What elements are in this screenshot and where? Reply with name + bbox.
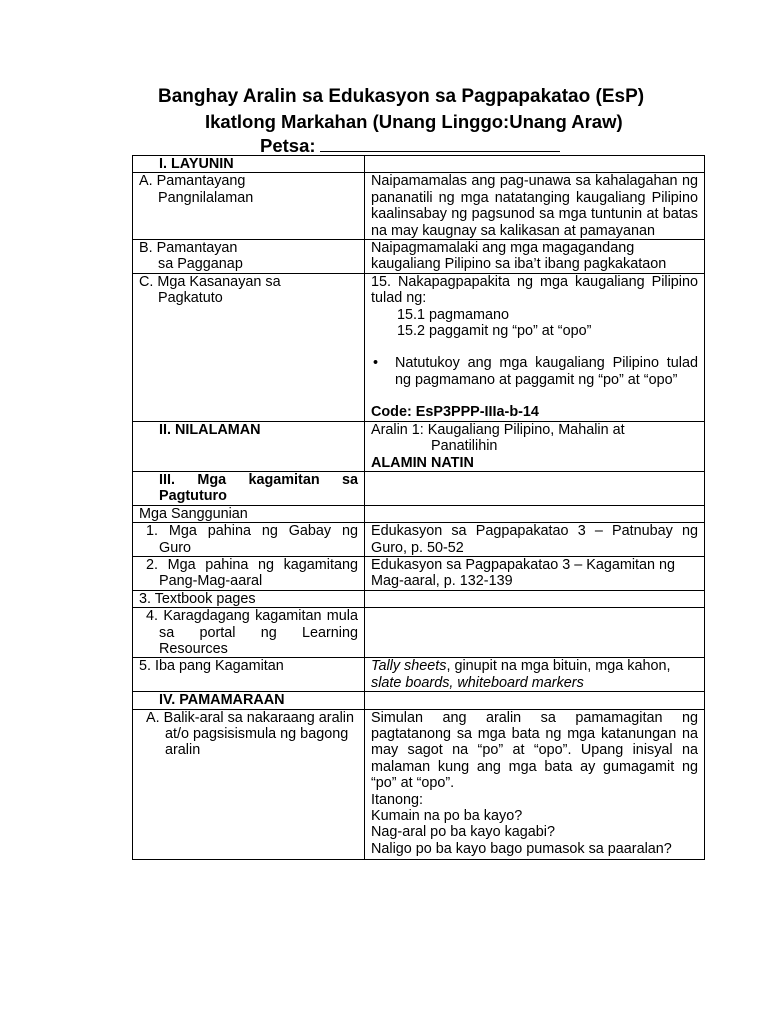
- table-row: [133, 590, 705, 607]
- row-label: A. Balik-aral sa nakaraang aralin at/o pagsisismula ng bagong aralin: [133, 709, 365, 860]
- row-content: Naipagmamalaki ang mga magagandang kaugaliang Pilipino sa iba’t ibang pagkakataon: [365, 240, 705, 274]
- table-row: [133, 173, 705, 240]
- row-label: 5. Iba pang Kagamitan: [133, 658, 365, 692]
- section-heading-kagamitan: III. Mga kagamitan sa Pagtuturo: [133, 471, 365, 505]
- date-blank: [320, 136, 560, 152]
- document-title: Banghay Aralin sa Edukasyon sa Pagpapakatao (EsP): [158, 86, 645, 107]
- row-content: Aralin 1: Kaugaliang Pilipino, Mahalin at Panatilihin ALAMIN NATIN: [365, 421, 705, 471]
- table-row: [133, 608, 705, 658]
- table-row: [133, 421, 705, 471]
- competency-item: 15.1 pagmamano: [397, 306, 510, 323]
- bullet-icon: •: [373, 355, 379, 372]
- row-content: Tally sheets, ginupit na mga bituin, mga kahon, slate boards, whiteboard markers: [365, 658, 705, 692]
- table-row: [133, 505, 705, 522]
- row-label: 2. Mga pahina ng kagamitang Pang-Mag-aaral: [133, 556, 365, 590]
- row-label: Mga Sanggunian: [133, 505, 365, 522]
- competency-code: Code: EsP3PPP-IIIa-b-14: [371, 404, 539, 421]
- row-content: Edukasyon sa Pagpapakatao 3 – Kagamitan ng Mag-aaral, p. 132-139: [365, 556, 705, 590]
- table-row: [133, 523, 705, 557]
- table-row: [133, 156, 705, 173]
- row-label: A. Pamantayang Pangnilalaman: [133, 173, 365, 240]
- competency-item: 15.2 paggamit ng “po” at “opo”: [397, 323, 592, 340]
- table-row: [133, 709, 705, 860]
- row-label: 4. Karagdagang kagamitan mula sa portal ng Learning Resources: [133, 608, 365, 658]
- row-label: 3. Textbook pages: [133, 590, 365, 607]
- table-row: [133, 692, 705, 709]
- row-label: 1. Mga pahina ng Gabay ng Guro: [133, 523, 365, 557]
- section-heading-layunin: I. LAYUNIN: [133, 156, 365, 173]
- table-row: [133, 273, 705, 421]
- date-label: Petsa:: [260, 135, 316, 156]
- table-row: [133, 556, 705, 590]
- bullet-item: • Natutukoy ang mga kaugaliang Pilipino tulad ng pagmamano at paggamit ng “po” at “opo”: [373, 355, 698, 388]
- row-label: C. Mga Kasanayan sa Pagkatuto: [133, 273, 365, 421]
- question-item: Kumain na po ba kayo?: [371, 808, 523, 825]
- table-row: [133, 658, 705, 692]
- row-label: B. Pamantayan sa Pagganap: [133, 240, 365, 274]
- section-heading-pamamaraan: IV. PAMAMARAAN: [133, 692, 365, 709]
- date-line: [260, 135, 560, 157]
- lesson-plan-table: [132, 155, 705, 860]
- question-item: Nag-aral po ba kayo kagabi?: [371, 824, 556, 841]
- document-subtitle: Ikatlong Markahan (Unang Linggo:Unang Araw): [205, 111, 623, 132]
- table-row: [133, 240, 705, 274]
- row-content: Edukasyon sa Pagpapakatao 3 – Patnubay ng Guro, p. 50-52: [365, 523, 705, 557]
- section-heading-nilalaman: II. NILALAMAN: [133, 421, 365, 471]
- table-row: [133, 471, 705, 505]
- row-content: Simulan ang aralin sa pamamagitan ng pagtatanong sa mga bata ng mga katanungan na may sagot na “po” at “opo”. Upang inisyal na malaman kung ang mga bata ay gumagamit ng “po” at “opo”. Itanong: Kumain na po ba kayo? Nag-aral po ba kayo kagabi? Naligo po ba kayo bago pumasok sa paaralan?: [365, 709, 705, 860]
- question-item: Naligo po ba kayo bago pumasok sa paaralan?: [371, 840, 672, 857]
- row-content: Naipamamalas ang pag-unawa sa kahalagahan ng pananatili ng mga natatanging kaugaliang Pilipino kaalinsabay ng pagsunod sa mga tuntunin at batas na may kaugnay sa kalikasan at pamayanan: [365, 173, 705, 240]
- competency-text: 15. Nakapagpapakita ng mga kaugaliang Pilipino tulad ng:: [371, 273, 698, 307]
- row-content: [365, 273, 705, 421]
